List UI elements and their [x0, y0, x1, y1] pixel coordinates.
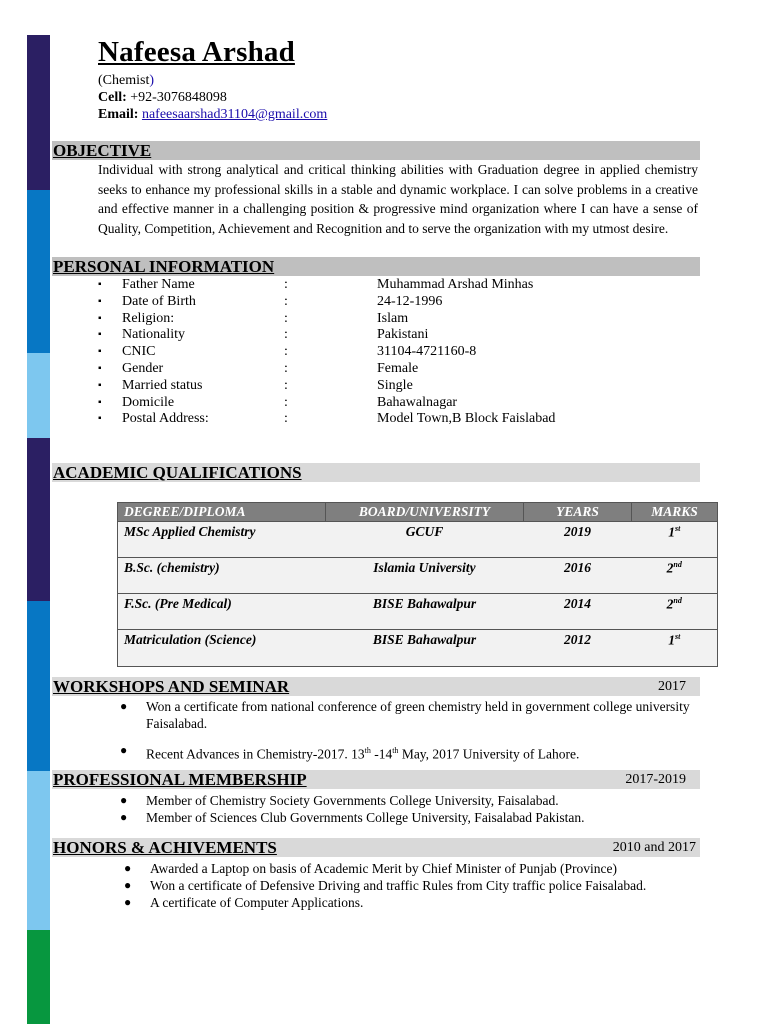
- info-label: Postal Address:: [122, 411, 209, 427]
- bullet-icon: ▪: [98, 362, 102, 374]
- list-item: ● Awarded a Laptop on basis of Academic Merit by Chief Minister of Punjab (Province): [124, 861, 618, 876]
- honors-list: [124, 860, 698, 911]
- info-label: CNIC: [122, 344, 156, 360]
- list-item: ● Won a certificate of Defensive Driving and traffic Rules from City traffic police Faisalabad.: [124, 878, 647, 893]
- cell-degree: B.Sc. (chemistry): [118, 558, 326, 594]
- side-stripe-navy: [27, 35, 50, 190]
- info-value: Model Town,B Block Faislabad: [377, 411, 556, 427]
- bullet-icon: ▪: [98, 346, 102, 358]
- section-bar-membership: [52, 770, 700, 789]
- list-item: ● Recent Advances in Chemistry-2017. 13th -14th May, 2017 University of Lahore.: [120, 743, 580, 762]
- info-colon: :: [284, 377, 288, 393]
- honors-year: 2010 and 2017: [612, 840, 696, 855]
- table-row: [118, 594, 718, 630]
- info-value: 24-12-1996: [377, 293, 443, 309]
- membership-year: 2017-2019: [625, 772, 686, 787]
- cell-mark: 2nd: [632, 558, 718, 594]
- cell-year: 2012: [524, 630, 632, 667]
- cell-degree: F.Sc. (Pre Medical): [118, 594, 326, 630]
- bullet-icon: ●: [124, 895, 132, 909]
- bullet-icon: ▪: [98, 413, 102, 425]
- info-value: Islam: [377, 310, 409, 326]
- side-stripe-navy: [27, 438, 50, 601]
- objective-text: Individual with strong analytical and critical thinking abilities with Graduation degree in applied chemistry seeks to enhance my professional skills in a stable and dynamic workplace. I can solve problems in a creative and effective manner in a challenging position & progressive mind organization where I can have a sense of Quality, Competition, Achievement and Recognition and to serve the organization with my utmost desire.: [98, 162, 698, 236]
- info-label: Married status: [122, 377, 203, 393]
- info-label: Religion:: [122, 310, 175, 326]
- section-heading-objective: OBJECTIVE: [53, 141, 152, 160]
- side-stripe-light-blue: [27, 353, 50, 438]
- candidate-name: Nafeesa Arshad: [98, 36, 295, 68]
- cell-degree: Matriculation (Science): [118, 630, 326, 667]
- personal-info-list: [98, 277, 658, 428]
- bullet-icon: ▪: [98, 295, 102, 307]
- cell-value: +92-3076848098: [130, 90, 227, 105]
- info-value: Bahawalnagar: [377, 394, 458, 410]
- column-header-board: BOARD/UNIVERSITY: [326, 503, 524, 522]
- academic-table: [117, 502, 718, 667]
- column-header-marks: MARKS: [632, 503, 718, 522]
- bullet-icon: ●: [120, 743, 128, 757]
- cell-line: [98, 90, 227, 106]
- info-label: Nationality: [122, 327, 185, 343]
- workshops-list: [120, 698, 698, 763]
- section-bar-objective: [52, 141, 700, 160]
- email-line: [98, 107, 327, 123]
- info-value: 31104-4721160-8: [377, 344, 477, 360]
- bullet-icon: ▪: [98, 312, 102, 324]
- workshops-year: 2017: [658, 679, 686, 694]
- cell-board: GCUF: [326, 522, 524, 558]
- personal-info-row: [98, 327, 658, 344]
- cell-label: Cell:: [98, 90, 127, 105]
- info-colon: :: [284, 293, 288, 309]
- cell-mark: 2nd: [632, 594, 718, 630]
- section-heading-personal: PERSONAL INFORMATION: [53, 257, 275, 276]
- list-item: ● Member of Chemistry Society Governments College University, Faisalabad.: [120, 793, 559, 808]
- info-value: Pakistani: [377, 327, 429, 343]
- info-value: Muhammad Arshad Minhas: [377, 277, 534, 292]
- email-label: Email:: [98, 107, 139, 122]
- section-heading-membership: PROFESSIONAL MEMBERSHIP: [53, 770, 307, 789]
- bullet-icon: ▪: [98, 396, 102, 408]
- personal-info-row: [98, 311, 658, 328]
- bullet-icon: ▪: [98, 329, 102, 341]
- side-stripe-blue: [27, 601, 50, 771]
- personal-info-row: [98, 378, 658, 395]
- info-label: Father Name: [122, 277, 195, 292]
- column-header-years: YEARS: [524, 503, 632, 522]
- bullet-icon: ●: [120, 793, 128, 807]
- table-row: [118, 558, 718, 594]
- bullet-icon: ●: [124, 861, 132, 875]
- info-colon: :: [284, 310, 288, 326]
- info-colon: :: [284, 327, 288, 343]
- info-colon: :: [284, 277, 288, 292]
- info-label: Date of Birth: [122, 293, 196, 309]
- info-label: Gender: [122, 360, 164, 376]
- cell-board: Islamia University: [326, 558, 524, 594]
- info-label: Domicile: [122, 394, 175, 410]
- personal-info-row: [98, 395, 658, 412]
- cell-mark: 1st: [632, 522, 718, 558]
- email-link[interactable]: nafeesaarshad31104@gmail.com: [141, 107, 328, 122]
- personal-info-row: [98, 277, 658, 294]
- table-row: [118, 522, 718, 558]
- info-colon: :: [284, 360, 288, 376]
- section-bar-academic: [52, 463, 700, 482]
- personal-info-row: [98, 411, 658, 428]
- side-stripe-green: [27, 930, 50, 1024]
- info-colon: :: [284, 411, 288, 427]
- personal-info-row: [98, 294, 658, 311]
- cell-year: 2014: [524, 594, 632, 630]
- info-colon: :: [284, 344, 288, 360]
- table-row: [118, 630, 718, 667]
- cell-year: 2019: [524, 522, 632, 558]
- bullet-icon: ▪: [98, 379, 102, 391]
- cell-board: BISE Bahawalpur: [326, 630, 524, 667]
- bullet-icon: ●: [120, 810, 128, 824]
- cell-degree: MSc Applied Chemistry: [118, 522, 326, 558]
- list-item: ● Member of Sciences Club Governments College University, Faisalabad Pakistan.: [120, 810, 585, 825]
- section-heading-honors: HONORS & ACHIVEMENTS: [53, 838, 277, 857]
- cell-year: 2016: [524, 558, 632, 594]
- side-stripe-blue: [27, 190, 50, 353]
- table-header-row: [118, 503, 718, 522]
- section-bar-honors: [52, 838, 700, 857]
- bullet-icon: ●: [120, 699, 128, 713]
- column-header-degree: DEGREE/DIPLOMA: [118, 503, 326, 522]
- list-item: ● A certificate of Computer Applications.: [124, 895, 364, 910]
- bullet-icon: ●: [124, 878, 132, 892]
- section-bar-personal: [52, 257, 700, 276]
- cell-board: BISE Bahawalpur: [326, 594, 524, 630]
- section-bar-workshops: [52, 677, 700, 696]
- personal-info-row: [98, 344, 658, 361]
- info-value: Female: [377, 360, 419, 376]
- personal-info-row: [98, 361, 658, 378]
- section-heading-workshops: WORKSHOPS AND SEMINAR: [53, 677, 290, 696]
- info-colon: :: [284, 394, 288, 410]
- list-item: ● Won a certificate from national conference of green chemistry held in government college university Faisalabad.: [120, 699, 690, 731]
- section-heading-academic: ACADEMIC QUALIFICATIONS: [53, 463, 302, 482]
- info-value: Single: [377, 377, 413, 393]
- membership-list: [120, 792, 698, 826]
- bullet-icon: ▪: [98, 279, 102, 290]
- cell-mark: 1st: [632, 630, 718, 667]
- job-title: (Chemist): [98, 73, 155, 88]
- side-stripe-light-blue: [27, 771, 50, 930]
